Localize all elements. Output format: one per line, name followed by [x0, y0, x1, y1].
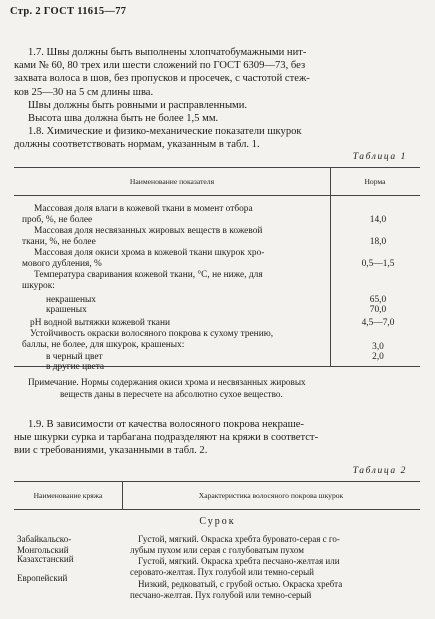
- row-label: баллы, не более, для шкурок, крашеных:: [22, 340, 185, 350]
- table1-col2-header: Норма: [364, 177, 386, 186]
- row-label: Устойчивость окраски волосяного покрова к сухому трению,: [30, 329, 274, 339]
- text-line: ками № 60, 80 трех или шести сложений по ГОСТ 6309—73, без: [14, 60, 306, 72]
- row-value: 3,0: [372, 342, 384, 352]
- row-name: [17, 534, 122, 556]
- name-line: Европейский: [17, 573, 68, 583]
- desc-line: Густой, мягкий. Окраска хребта буровато-серая с го-: [138, 534, 340, 544]
- row-label: некрашеных: [46, 295, 96, 305]
- text-line: Швы должны быть ровными и расправленными.: [28, 99, 248, 111]
- text-line: 1.7. Швы должны быть выполнены хлопчатобумажными нит-: [28, 47, 307, 58]
- desc-line: Густой, мягкий. Окраска хребта песчано-желтая или: [138, 556, 340, 566]
- row-value: 14,0: [369, 215, 387, 225]
- table1-top-rule: [14, 167, 420, 168]
- row-label: шкурок:: [22, 281, 55, 291]
- row-name: [17, 573, 122, 584]
- text-line: захвата волоса в шов, без пропусков и просечек, с частотой стеж-: [14, 73, 310, 85]
- row-label: в черный цвет: [46, 352, 103, 362]
- text-line: 1.9. В зависимости от качества волосяного покрова некраше-: [28, 419, 304, 430]
- paragraph-1-7: [14, 46, 422, 152]
- row-label: Массовая доля окиси хрома в кожевой ткани шкурок хро-: [34, 248, 265, 258]
- note-line: Примечание. Нормы содержания окиси хрома и несвязанных жировых: [28, 377, 306, 387]
- text-line: 1.8. Химические и физико-механические показатели шкурок: [28, 126, 302, 138]
- row-description: [130, 556, 420, 578]
- desc-line: Низкий, редковатый, с грубой остью. Окраска хребта: [138, 579, 343, 589]
- text-line: ные шкурки сурка и тарбагана подразделяют на кряжи в соответст-: [14, 432, 319, 444]
- row-label: Температура сваривания кожевой ткани, °С, не ниже, для: [34, 270, 263, 280]
- paragraph-1-9: [14, 418, 422, 458]
- desc-line: серовато-желтая. Пух голубой или темно-серый: [130, 566, 314, 577]
- row-value: 70,0: [369, 305, 387, 315]
- row-label: рН водной вытяжки кожевой ткани: [30, 318, 170, 328]
- page-header: Стр. 2 ГОСТ 11615—77: [10, 6, 127, 17]
- name-line: Забайкальско-: [17, 534, 72, 544]
- text-line: ков 25—30 на 5 см длины шва.: [14, 86, 154, 98]
- table2-section-title: Сурок: [199, 516, 236, 527]
- row-label: в другие цвета: [46, 362, 105, 372]
- row-description: [130, 534, 420, 556]
- desc-line: песчано-желтая. Пух голубой или темно-серый: [130, 589, 312, 600]
- table1-note: [14, 377, 418, 400]
- row-label: ткани, %, не более: [22, 237, 96, 247]
- row-label: Массовая доля несвязанных жировых веществ в кожевой: [34, 226, 263, 236]
- table1-column-divider: [330, 167, 331, 366]
- row-label: Массовая доля влаги в кожевой ткани в момент отбора: [34, 204, 253, 214]
- text-line: должны соответствовать нормам, указанным в табл. 1.: [14, 139, 260, 151]
- row-label: проб, %, не более: [22, 215, 93, 225]
- text-line: вии с требованиями, указанными в табл. 2.: [14, 445, 208, 457]
- name-line: Казахстанский: [17, 554, 74, 564]
- row-label: мового дубления, %: [22, 259, 102, 269]
- table2-col2-header: Характеристика волосяного покрова шкурок: [198, 491, 344, 500]
- table1-header-rule: [14, 195, 420, 196]
- table2-caption: Таблица 2: [352, 466, 407, 476]
- table1-caption: Таблица 1: [352, 152, 407, 162]
- row-value: 0,5—1,5: [361, 259, 395, 269]
- row-value: 2,0: [372, 352, 384, 362]
- table2-top-rule: [14, 481, 420, 482]
- table2-header-rule: [14, 509, 420, 510]
- row-name: [17, 554, 122, 565]
- row-description: [130, 579, 420, 601]
- name-line: Монгольский: [17, 544, 69, 555]
- note-line: веществ даны в пересчете на абсолютно сухое вещество.: [60, 388, 283, 399]
- table1-col1-header: Наименование показателя: [129, 177, 215, 186]
- row-value: 4,5—7,0: [361, 318, 395, 328]
- text-line: Высота шва должна быть не более 1,5 мм.: [28, 113, 219, 125]
- row-label: крашеных: [46, 305, 87, 315]
- row-value: 18,0: [369, 237, 387, 247]
- row-value: 65,0: [369, 295, 387, 305]
- desc-line: лубым пухом или серая с голубоватым пухом: [130, 544, 304, 555]
- table2-col1-header: Наименование кряжа: [33, 491, 103, 500]
